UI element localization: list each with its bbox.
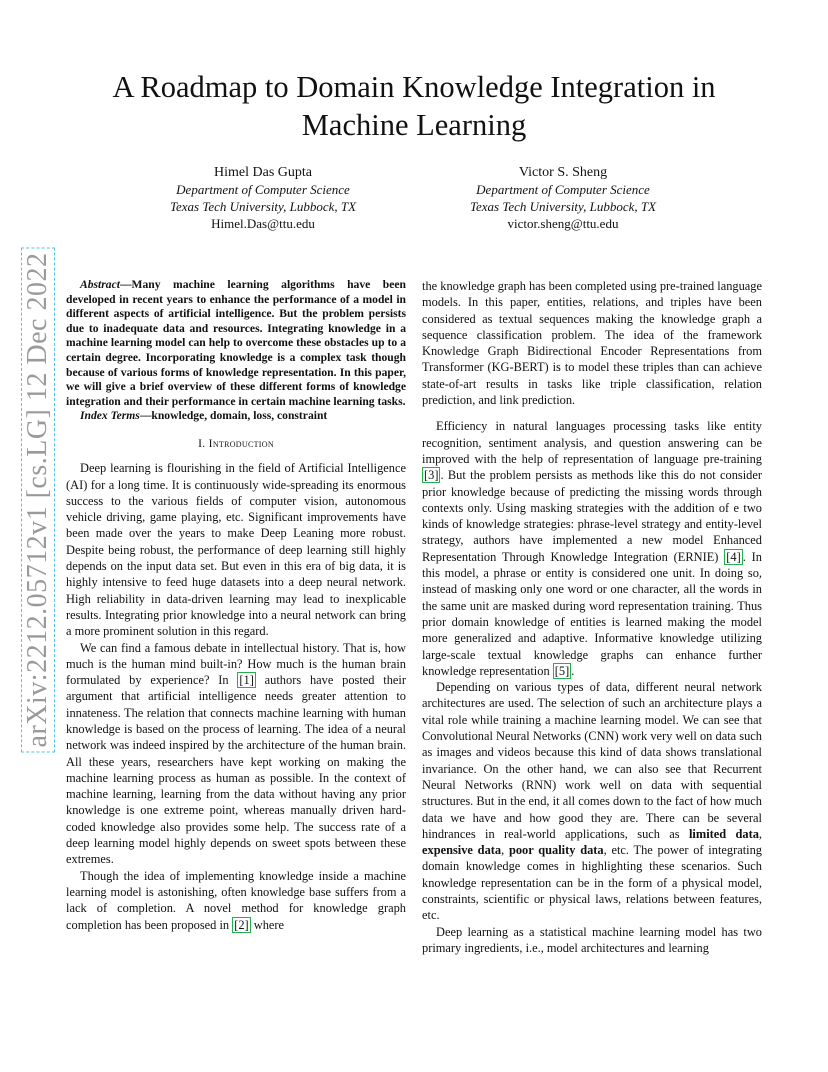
citation-link[interactable]: [4]: [726, 549, 741, 564]
right-column: [422, 278, 762, 956]
section-title: Introduction: [208, 436, 274, 450]
paragraph: Deep learning as a statistical machine learning model has two primary ingredients, i.e., model architectures and learning: [422, 924, 762, 955]
keyword: expensive data: [422, 843, 502, 858]
keyword: limited data: [688, 826, 759, 841]
paragraph: Though the idea of implementing knowledge inside a machine learning model is astonishing, often knowledge base suffers from a lack of completion. A novel method for knowledge graph completion has been proposed in [2] where: [66, 868, 406, 932]
index-terms-text: —knowledge, domain, loss, constraint: [139, 409, 328, 423]
author-university: Texas Tech University, Lubbock, TX: [469, 199, 657, 214]
citation-link[interactable]: [3]: [424, 468, 439, 483]
citation-link[interactable]: [5]: [554, 663, 570, 678]
author-name: Himel Das Gupta: [214, 165, 312, 180]
section-heading: [66, 436, 406, 452]
author-department: Department of Computer Science: [476, 182, 650, 197]
paragraph: Deep learning is flourishing in the field of Artificial Intelligence (AI) for a long time. It is continuously wide-spreading its enormous success to the various fields of computer vision, autonomous vehicle driving, game playing, etc. Significant improvements have been made over the years to make Deep Leaning more robust. Despite being robust, the performance of deep learning still highly depends on the input data set. But even in this era of big data, it is highly intensive to feed huge datasets into a deep neural network. High reliability in data-driven learning may lead to inexplicable results. Integrating prior knowledge into a neural network can bring a more prominent solution in this regard.: [66, 461, 406, 639]
author-university: Texas Tech University, Lubbock, TX: [169, 199, 357, 214]
paragraph: Efficiency in natural languages processing tasks like entity recognition, sentiment analysis, and question answering can be improved with the help of representation of language pre-training [3] . But the problem persists as methods like this do not consider prior knowledge because of predicting the missing words through contexts only. Using masking strategies with the addition of e two kinds of knowledge strategies: phrase-level strategy and entity-level strategy, authors have implemented a new model Enhanced Representation Through Knowledge Integration (ERNIE) [4] . In this model, a phrase or entity is considered one unit. In doing so, instead of masking only one word or one character, all the words in the same unit are masked during word representation training. Thus prior domain knowledge of entities is learned making the model more generalized and adaptive. Informative knowledge utilizing large-scale textual knowledge graphs can enhance further knowledge representation [5] .: [422, 419, 762, 678]
citation-link[interactable]: [1]: [239, 673, 254, 688]
index-terms-label: Index Terms: [80, 409, 140, 423]
paper-title: A Roadmap to Domain Knowledge Integration in Machine Learning: [112, 70, 716, 142]
author-block-2: [398, 164, 728, 232]
paragraph: We can find a famous debate in intellectual history. That is, how much is the human mind built-in? How much is the human brain formulated by experience? In [1] authors have posted their argument that artificial intelligence needs greater attention to innateness. The relation that connects machine learning with human knowledge is based on the process of learning. The idea of a neural network was indeed inspired by the architecture of the human brain. All these years, researchers have kept working on making the machine learning process as human as possible. In the context of machine learning, learning from the data without having any prior knowledge is one extreme point, whereas manually driven hard-coded knowledge also provides some help. The success rate of a deep learning model highly depends on sweet spots between these extremes.: [66, 640, 406, 867]
author-name: Victor S. Sheng: [518, 165, 608, 180]
abstract-text: —Many machine learning algorithms have been developed in recent years to enhance the performance of a model in different aspects of artificial intelligence. But the problem persists due to inadequate data and resources. Integrating knowledge in a machine learning model can help to overcome these obstacles up to a certain degree. Incorporating knowledge is a complex task though because of various forms of knowledge representation. In this paper, we will give a brief overview of these different forms of knowledge integration and their performance in certain machine learning tasks.: [66, 278, 406, 408]
paragraph: Depending on various types of data, different neural network architectures are used. The selection of such an architecture plays a vital role while training a machine learning model. We can see that Convolutional Neural Networks (CNN) work very well on data such as images and videos because this kind of data shows translational invariance. On the other hand, we can also see that Recurrent Neural Networks (RNN) work well on data with sequential structures. But in the end, it all comes down to the fact of how much data we have and how good they are. There can be several hindrances in real-world applications, such as limited data, expensive data, poor quality data, etc. The power of integrating domain knowledge comes in highlighting these scenarios. Such knowledge representation can be in the form of a physical model, constraints, scientific or physical laws, relations between features, etc.: [422, 680, 763, 923]
author-department: Department of Computer Science: [176, 182, 350, 197]
abstract-label: Abstract: [80, 278, 120, 291]
arxiv-stamp: [18, 250, 58, 750]
keyword: poor quality data: [508, 843, 604, 858]
paragraph: the knowledge graph has been completed using pre-trained language models. In this paper, entities, relations, and triples have been considered as textual sequences making the knowledge graph a sequence classification problem. The idea of the framework Knowledge Graph Bidirectional Encoder Representations from Transformer (KG-BERT) is to model these triples than can achieve state-of-art results in tasks like triple classification, relation prediction, and link prediction.: [422, 279, 762, 408]
left-column: [66, 278, 406, 933]
author-email: Himel.Das@ttu.edu: [211, 216, 315, 231]
arxiv-stamp-text[interactable]: arXiv:2212.05712v1 [cs.LG] 12 Dec 2022: [21, 248, 55, 753]
index-terms: [66, 409, 406, 424]
citation-link[interactable]: [2]: [234, 917, 249, 932]
section-number: I.: [198, 436, 206, 450]
author-email: victor.sheng@ttu.edu: [507, 216, 619, 231]
author-block-1: [98, 164, 428, 232]
abstract: [66, 278, 406, 409]
